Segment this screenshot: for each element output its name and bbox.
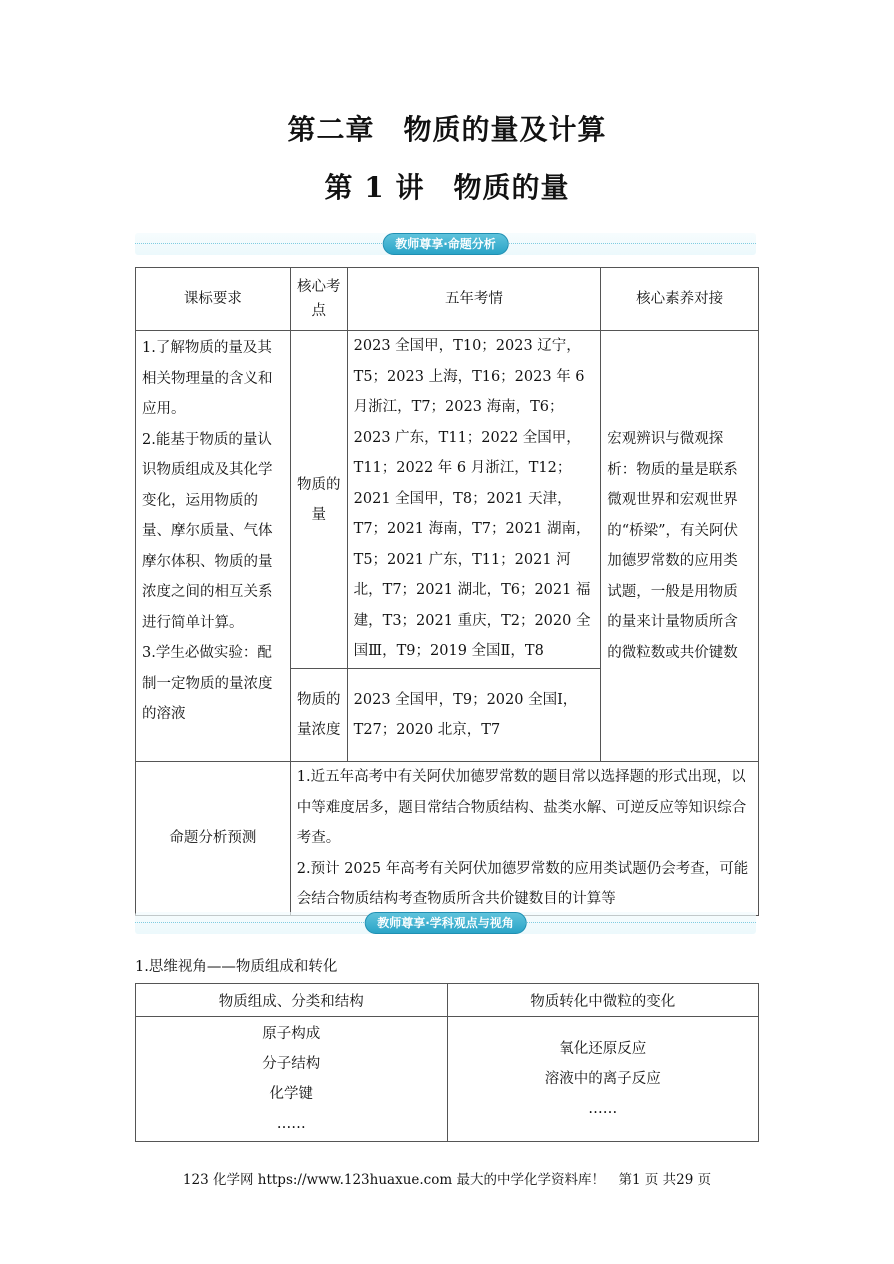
curriculum-requirements xyxy=(136,331,291,762)
transformation-list xyxy=(447,1017,759,1142)
header-core-literacy: 核心素养对接 xyxy=(601,268,759,331)
core-topic-concentration: 物质的量浓度 xyxy=(290,669,347,762)
requirement-item: 3.学生必做实验：配制一定物质的量浓度的溶液 xyxy=(142,645,273,722)
table-header-row xyxy=(136,268,759,331)
list-item: 原子构成 xyxy=(262,1026,321,1042)
exam-list-concentration: 2023 全国甲，T9；2020 全国Ⅰ，T27；2020 北京，T7 xyxy=(347,669,601,762)
forecast-label: 命题分析预测 xyxy=(136,762,291,916)
proposition-analysis-table xyxy=(135,267,759,916)
banner-label: 教师尊享·学科观点与视角 xyxy=(364,912,527,934)
list-item: 化学键 xyxy=(269,1086,313,1102)
list-item: 氧化还原反应 xyxy=(559,1041,647,1057)
header-curriculum: 课标要求 xyxy=(136,268,291,331)
forecast-item: 1.近五年高考中有关阿伏加德罗常数的题目常以选择题的形式出现，以中等难度居多，题目常结合物质结构、盐类水解、可逆反应等知识综合考查。 xyxy=(296,769,747,846)
banner-label: 教师尊享·命题分析 xyxy=(382,233,509,255)
page-footer: 123 化学网 https://www.123huaxue.com 最大的中学化学资料库！ 第1 页 共29 页 xyxy=(182,1172,712,1188)
header-core-topic: 核心考点 xyxy=(290,268,347,331)
table-row xyxy=(136,1017,759,1142)
list-item: …… xyxy=(588,1101,618,1117)
exam-list-amount: 2023 全国甲，T10；2023 辽宁，T5；2023 上海，T16；2023 年 6 月浙江，T7；2023 海南，T6；2023 广东，T11；2022 全国甲，T11；2022 年 6 月浙江，T12；2021 全国甲，T8；2021 天津，T7；2021 海南，T7；2021 湖南，T5；2021 广东，T11；2021 河北，T7；2021 湖北，T6；2021 福建，T3；2021 重庆，T2；2020 全国Ⅲ，T9；2019 全国Ⅱ，T8 xyxy=(347,331,601,669)
forecast-content xyxy=(290,762,758,916)
section-heading: 1.思维视角——物质组成和转化 xyxy=(135,959,338,975)
list-item: 分子结构 xyxy=(262,1056,321,1072)
header-transformation: 物质转化中微粒的变化 xyxy=(447,984,759,1017)
core-literacy: 宏观辨识与微观探析：物质的量是联系微观世界和宏观世界的“桥梁”，有关阿伏加德罗常数的应用类试题，一般是用物质的量来计量物质所含的微粒数或共价键数 xyxy=(601,331,759,762)
core-topic-amount: 物质的量 xyxy=(290,331,347,669)
table-row xyxy=(136,331,759,669)
list-item: …… xyxy=(276,1116,306,1132)
composition-list xyxy=(136,1017,448,1142)
banner-proposition-analysis xyxy=(135,233,756,255)
requirement-item: 1.了解物质的量及其相关物理量的含义和应用。 xyxy=(142,340,273,417)
chapter-title: 第二章 物质的量及计算 xyxy=(287,113,607,146)
perspective-table xyxy=(135,983,759,1142)
banner-subject-perspective xyxy=(135,912,756,934)
requirement-item: 2.能基于物质的量认识物质组成及其化学变化，运用物质的量、摩尔质量、气体摩尔体积、物质的量浓度之间的相互关系进行简单计算。 xyxy=(142,431,273,631)
lesson-title: 第 1 讲 物质的量 xyxy=(324,171,570,204)
header-five-year-exams: 五年考情 xyxy=(347,268,601,331)
list-item: 溶液中的离子反应 xyxy=(544,1071,661,1087)
header-composition: 物质组成、分类和结构 xyxy=(136,984,448,1017)
table-header-row xyxy=(136,984,759,1017)
forecast-item: 2.预计 2025 年高考有关阿伏加德罗常数的应用类试题仍会考查，可能会结合物质结构考查物质所含共价键数目的计算等 xyxy=(296,860,749,907)
table-row xyxy=(136,762,759,916)
